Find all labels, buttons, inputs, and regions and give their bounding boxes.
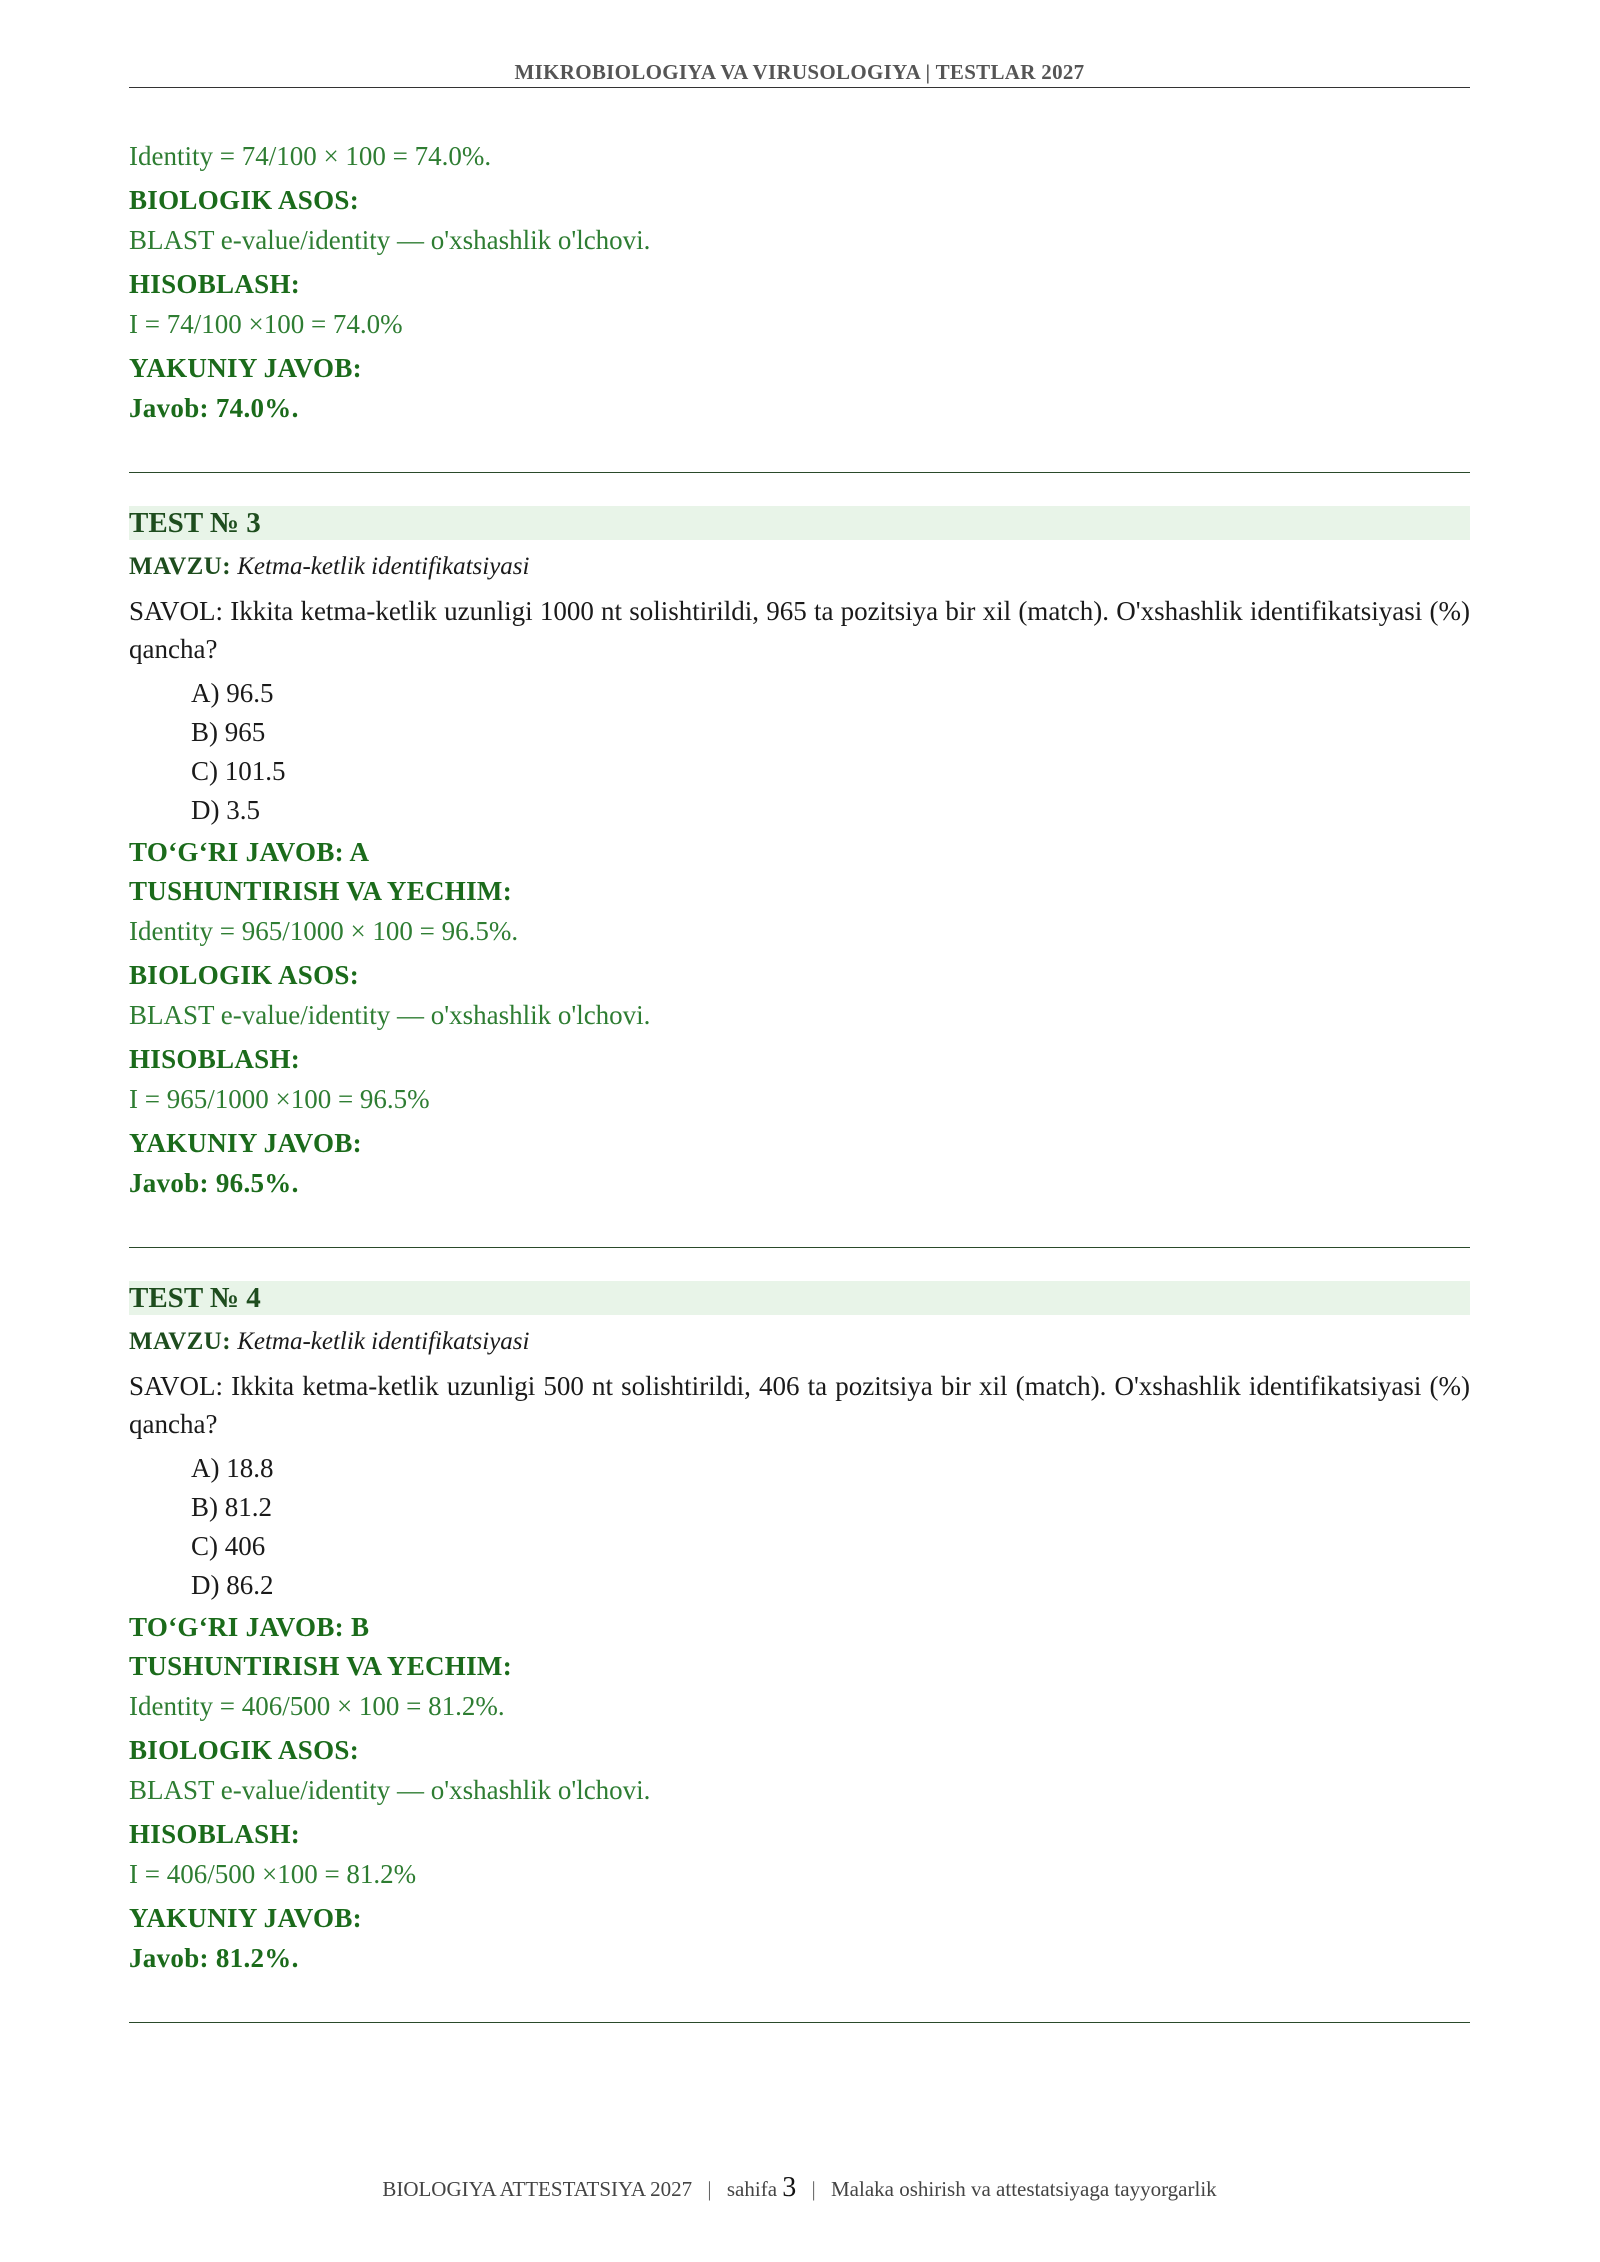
- option-b: B) 81.2: [191, 1492, 272, 1522]
- hisoblash-label: HISOBLASH:: [129, 1044, 301, 1074]
- final-answer: Javob: 96.5%.: [129, 1168, 299, 1198]
- running-header: MIKROBIOLOGIYA VA VIRUSOLOGIYA | TESTLAR 2027: [129, 60, 1470, 88]
- topic-label: MAVZU:: [129, 1328, 231, 1355]
- explanation-label: TUSHUNTIRISH VA YECHIM:: [129, 1651, 512, 1681]
- question-text: SAVOL: Ikkita ketma-ketlik uzunligi 1000 nt solishtirildi, 965 ta pozitsiya bir xil (match). O'xshashlik identifikatsiyasi (%) qancha?: [129, 596, 1470, 664]
- topic-line: [129, 1325, 1470, 1359]
- tushuntirish-text: Identity = 74/100 × 100 = 74.0%.: [129, 141, 492, 171]
- topic-label: MAVZU:: [129, 553, 231, 580]
- footer-page-word: sahifa: [726, 2177, 778, 2201]
- test-title: TEST № 4: [129, 1281, 1470, 1315]
- yakuniy-label: YAKUNIY JAVOB:: [129, 1903, 362, 1933]
- hisoblash-text: I = 74/100 ×100 = 74.0%: [129, 309, 403, 339]
- biologik-text: BLAST e-value/identity — o'xshashlik o'lchovi.: [129, 1000, 651, 1030]
- hisoblash-label: HISOBLASH:: [129, 1819, 301, 1849]
- option-c: C) 406: [191, 1531, 266, 1561]
- final-answer: Javob: 74.0%.: [129, 393, 299, 423]
- hisoblash-text: I = 406/500 ×100 = 81.2%: [129, 1859, 417, 1889]
- options-list: [129, 674, 1470, 830]
- biologik-text: BLAST e-value/identity — o'xshashlik o'lchovi.: [129, 225, 651, 255]
- option-a: A) 18.8: [191, 1453, 274, 1483]
- section-divider: [129, 2022, 1470, 2023]
- biologik-label: BIOLOGIK ASOS:: [129, 185, 360, 215]
- page-footer: [129, 2172, 1470, 2204]
- explanation-label: TUSHUNTIRISH VA YECHIM:: [129, 876, 512, 906]
- section-divider: [129, 472, 1470, 473]
- biologik-label: BIOLOGIK ASOS:: [129, 960, 360, 990]
- footer-right: Malaka oshirish va attestatsiyaga tayyorgarlik: [831, 2177, 1217, 2201]
- explanation-text: Identity = 406/500 × 100 = 81.2%.: [129, 1691, 505, 1721]
- option-a: A) 96.5: [191, 678, 274, 708]
- final-answer: Javob: 81.2%.: [129, 1943, 299, 1973]
- question-text: SAVOL: Ikkita ketma-ketlik uzunligi 500 nt solishtirildi, 406 ta pozitsiya bir xil (match). O'xshashlik identifikatsiyasi (%) qancha?: [129, 1371, 1470, 1439]
- footer-left: BIOLOGIYA ATTESTATSIYA 2027: [382, 2177, 693, 2201]
- option-c: C) 101.5: [191, 756, 286, 786]
- option-d: D) 86.2: [191, 1570, 274, 1600]
- yakuniy-label: YAKUNIY JAVOB:: [129, 353, 362, 383]
- test-block: [129, 506, 1470, 1201]
- biologik-label: BIOLOGIK ASOS:: [129, 1735, 360, 1765]
- option-d: D) 3.5: [191, 795, 260, 825]
- document-page: [129, 0, 1470, 2262]
- page-content: [129, 138, 1470, 2023]
- options-list: [129, 1449, 1470, 1605]
- correct-answer: TO‘G‘RI JAVOB: A: [129, 837, 370, 867]
- page-number: 3: [782, 2172, 797, 2203]
- test-block: [129, 1281, 1470, 1976]
- footer-separator: |: [811, 2177, 816, 2201]
- prev-test-section: [129, 138, 1470, 426]
- topic-value: Ketma-ketlik identifikatsiyasi: [237, 1328, 530, 1355]
- option-b: B) 965: [191, 717, 266, 747]
- section-divider: [129, 1247, 1470, 1248]
- topic-line: [129, 550, 1470, 584]
- hisoblash-label: HISOBLASH:: [129, 269, 301, 299]
- footer-separator: |: [707, 2177, 712, 2201]
- topic-value: Ketma-ketlik identifikatsiyasi: [237, 553, 530, 580]
- yakuniy-label: YAKUNIY JAVOB:: [129, 1128, 362, 1158]
- biologik-text: BLAST e-value/identity — o'xshashlik o'lchovi.: [129, 1775, 651, 1805]
- test-title: TEST № 3: [129, 506, 1470, 540]
- correct-answer: TO‘G‘RI JAVOB: B: [129, 1612, 370, 1642]
- hisoblash-text: I = 965/1000 ×100 = 96.5%: [129, 1084, 430, 1114]
- explanation-text: Identity = 965/1000 × 100 = 96.5%.: [129, 916, 519, 946]
